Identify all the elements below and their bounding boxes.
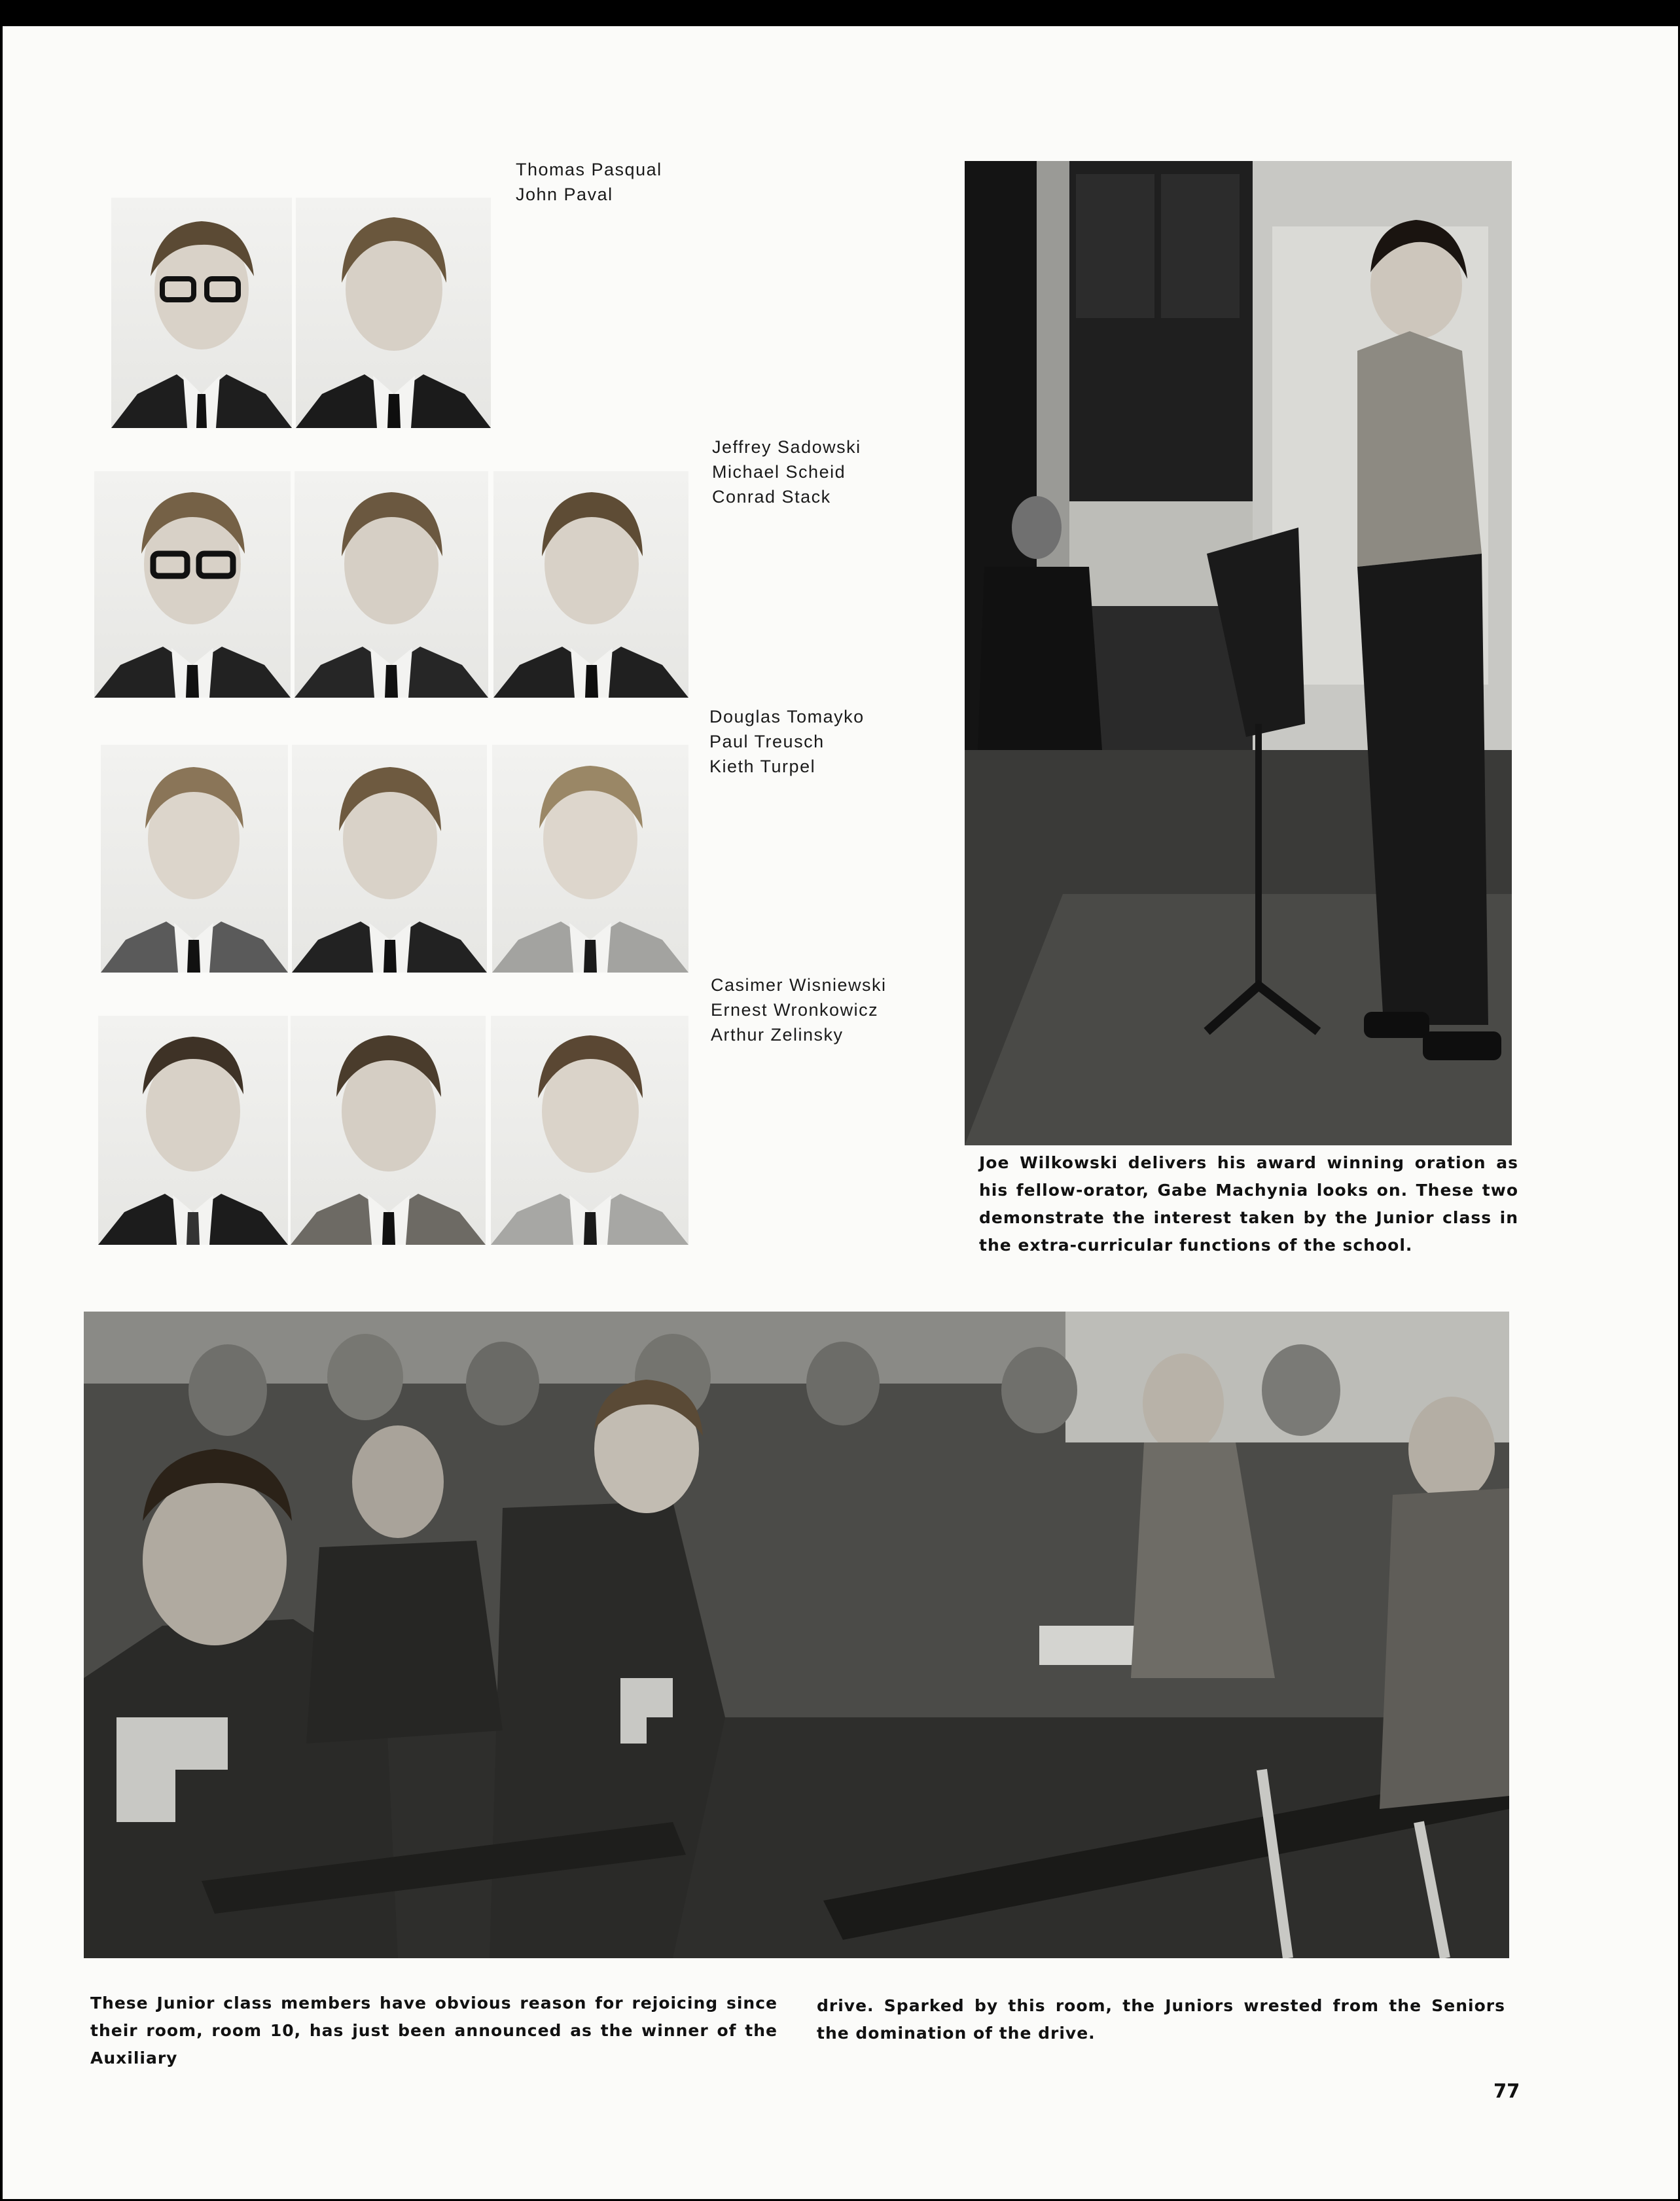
oration-caption: Joe Wilkowski delivers his award winning oration as his fellow-orator, Gabe Machynia looks on. These two demonstrate the interest taken by the Junior class in the extra-curricular functions of the school. (979, 1153, 1518, 1255)
yearbook-page (3, 26, 1678, 2199)
portrait-jeffrey-sadowski (94, 471, 291, 698)
names-group-2 (712, 435, 861, 509)
student-name: Michael Scheid (712, 462, 846, 482)
portrait-thomas-pasqual (111, 198, 292, 428)
portrait-michael-scheid (295, 471, 488, 698)
student-name: Ernest Wronkowicz (711, 1000, 879, 1020)
oration-photo (965, 161, 1512, 1145)
portrait-john-paval (296, 198, 491, 428)
student-name: John Paval (516, 185, 613, 204)
student-name: Douglas Tomayko (709, 707, 865, 726)
portrait-conrad-stack (493, 471, 688, 698)
portrait-ernest-wronkowicz (291, 1016, 486, 1245)
classroom-caption-left: These Junior class members have obvious reason for rejoicing since their room, room 10, has just been announced as the winner of the Auxiliary (90, 1994, 777, 2067)
student-name: Conrad Stack (712, 487, 831, 507)
student-name: Casimer Wisniewski (711, 975, 887, 995)
student-name: Arthur Zelinsky (711, 1025, 844, 1045)
names-group-4 (711, 973, 887, 1047)
classroom-caption-right: drive. Sparked by this room, the Juniors wrested from the Seniors the domination of the drive. (817, 1996, 1505, 2043)
student-name: Paul Treusch (709, 732, 825, 751)
portrait-kieth-turpel (492, 745, 688, 973)
student-name: Thomas Pasqual (516, 160, 662, 179)
names-group-3 (709, 704, 865, 779)
student-name: Jeffrey Sadowski (712, 437, 861, 457)
page-number: 77 (1493, 2080, 1520, 2102)
portrait-casimer-wisniewski (98, 1016, 288, 1245)
student-name: Kieth Turpel (709, 757, 816, 776)
portrait-douglas-tomayko (101, 745, 288, 973)
names-group-1 (516, 157, 662, 207)
portrait-paul-treusch (292, 745, 487, 973)
classroom-photo (84, 1312, 1509, 1958)
portrait-arthur-zelinsky (491, 1016, 688, 1245)
